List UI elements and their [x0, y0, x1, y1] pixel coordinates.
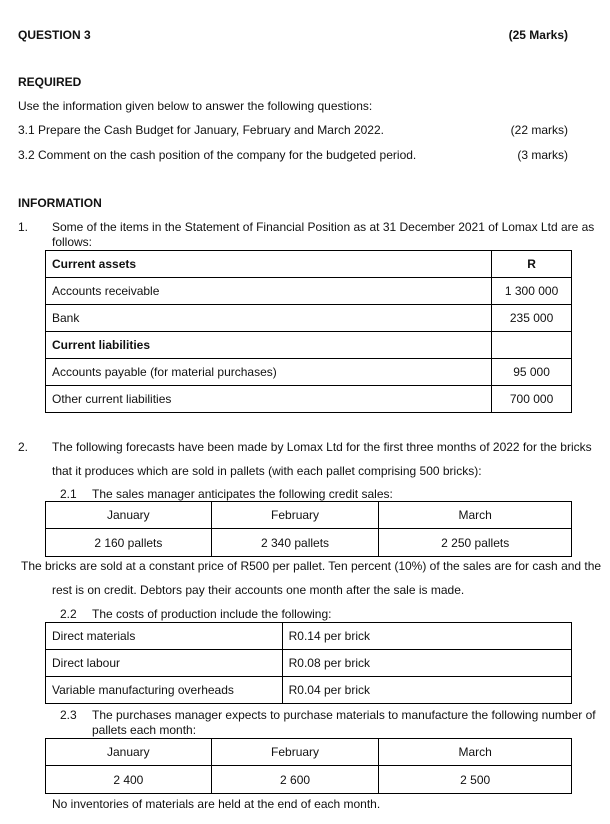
section-2-1-number: 2.1: [60, 487, 77, 501]
current-liabilities-heading: Current liabilities: [46, 332, 492, 359]
table-row: [46, 251, 572, 278]
month-header: March: [379, 502, 572, 529]
row-value: 95 000: [492, 359, 572, 386]
cost-label: Variable manufacturing overheads: [46, 677, 283, 704]
purchase-value: 2 600: [211, 766, 379, 794]
required-heading: REQUIRED: [18, 75, 82, 89]
inventory-note: No inventories of materials are held at the end of each month.: [52, 797, 381, 811]
question-3-2-marks: (3 marks): [517, 148, 568, 162]
section-2-2-number: 2.2: [60, 607, 77, 621]
financial-position-table: [45, 250, 572, 413]
sales-table: [45, 501, 572, 557]
row-value: [492, 332, 572, 359]
purchase-value: 2 400: [46, 766, 212, 794]
question-marks: (25 Marks): [508, 28, 568, 42]
table-row: [46, 502, 572, 529]
table-row: [46, 623, 572, 650]
section-2-2-text: The costs of production include the following:: [92, 607, 332, 621]
sales-value: 2 340 pallets: [211, 529, 379, 557]
current-assets-heading: Current assets: [46, 251, 492, 278]
row-value: 235 000: [492, 305, 572, 332]
table-row: [46, 677, 572, 704]
purchases-table: [45, 738, 572, 794]
row-label: Accounts payable (for material purchases): [46, 359, 492, 386]
table-row: [46, 278, 572, 305]
sales-note-line-1: The bricks are sold at a constant price of R500 per pallet. Ten percent (10%) of the sales are for cash and the: [21, 559, 602, 573]
month-header: March: [379, 739, 572, 766]
question-3-1-marks: (22 marks): [510, 123, 568, 137]
production-costs-table: [45, 622, 572, 704]
section-2-3-line-1: The purchases manager expects to purchase materials to manufacture the following number of: [92, 708, 596, 722]
cost-label: Direct labour: [46, 650, 283, 677]
row-value: 1 300 000: [492, 278, 572, 305]
purchase-value: 2 500: [379, 766, 572, 794]
row-value: 700 000: [492, 386, 572, 413]
currency-heading: R: [492, 251, 572, 278]
cost-value: R0.08 per brick: [282, 650, 571, 677]
row-label: Other current liabilities: [46, 386, 492, 413]
item-2-number: 2.: [18, 440, 29, 454]
table-row: [46, 305, 572, 332]
cost-value: R0.14 per brick: [282, 623, 571, 650]
section-2-3-number: 2.3: [60, 708, 77, 722]
information-heading: INFORMATION: [18, 196, 102, 210]
cost-value: R0.04 per brick: [282, 677, 571, 704]
month-header: February: [211, 502, 379, 529]
sales-note-line-2: rest is on credit. Debtors pay their accounts one month after the sale is made.: [52, 583, 465, 597]
question-title: QUESTION 3: [18, 28, 91, 42]
item-1-line-1: Some of the items in the Statement of Financial Position as at 31 December 2021 of Lomax Ltd are as: [52, 220, 595, 234]
sales-value: 2 250 pallets: [379, 529, 572, 557]
table-row: [46, 529, 572, 557]
item-2-line-1: The following forecasts have been made by Lomax Ltd for the first three months of 2022 for the bricks: [52, 440, 592, 454]
item-2-line-2: that it produces which are sold in pallets (with each pallet comprising 500 bricks):: [52, 464, 482, 478]
question-3-2: 3.2 Comment on the cash position of the company for the budgeted period.: [18, 148, 417, 162]
table-row: [46, 766, 572, 794]
table-row: [46, 739, 572, 766]
section-2-3-line-2: pallets each month:: [92, 723, 197, 737]
sales-value: 2 160 pallets: [46, 529, 212, 557]
table-row: [46, 386, 572, 413]
month-header: January: [46, 739, 212, 766]
table-row: [46, 359, 572, 386]
item-1-number: 1.: [18, 220, 29, 234]
month-header: January: [46, 502, 212, 529]
table-row: [46, 650, 572, 677]
cost-label: Direct materials: [46, 623, 283, 650]
month-header: February: [211, 739, 379, 766]
required-intro: Use the information given below to answer the following questions:: [18, 99, 373, 113]
row-label: Bank: [46, 305, 492, 332]
section-2-1-text: The sales manager anticipates the following credit sales:: [92, 487, 393, 501]
question-3-1: 3.1 Prepare the Cash Budget for January, February and March 2022.: [18, 123, 384, 137]
table-row: [46, 332, 572, 359]
item-1-line-2: follows:: [52, 235, 93, 249]
row-label: Accounts receivable: [46, 278, 492, 305]
